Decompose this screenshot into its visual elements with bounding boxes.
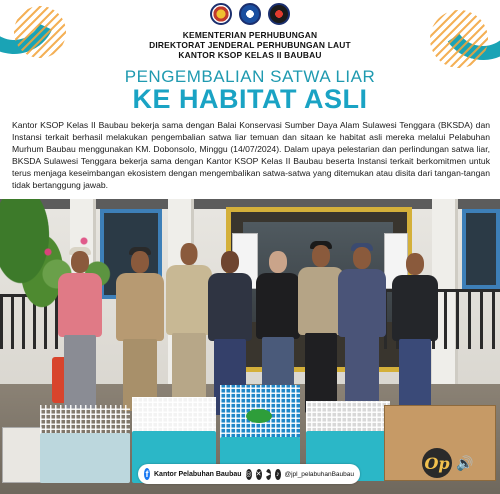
speaker-icon[interactable]: 🔊 (456, 454, 474, 471)
building-window (462, 209, 500, 289)
tiktok-icon[interactable]: ♪ (276, 470, 280, 478)
animal-cage (40, 405, 130, 483)
org-line-ministry: KEMENTERIAN PERHUBUNGAN (182, 30, 318, 40)
person (116, 247, 164, 411)
social-footer (138, 464, 360, 484)
x-icon[interactable]: ✕ (256, 469, 262, 480)
decorative-stripes-right (430, 10, 488, 68)
ministry-emblem-icon (210, 3, 232, 25)
org-line-office: KANTOR KSOP KELAS II BAUBAU (178, 50, 322, 60)
decorative-stripes-left (14, 6, 66, 58)
header-logos (210, 3, 290, 27)
person (338, 243, 386, 413)
instagram-icon[interactable]: ◎ (246, 469, 252, 480)
social-handle: @jpl_pelabuhanBaubau (284, 470, 354, 478)
parrot (246, 409, 272, 423)
sea-transport-emblem-icon (239, 3, 261, 25)
ksop-emblem-icon (268, 3, 290, 25)
article-paragraph: Kantor KSOP Kelas II Baubau bekerja sama dengan Balai Konservasi Sumber Daya Alam Sulawesi Tenggara (BKSDA) dan Instansi terkait berhasil melakukan pengembalian satwa liar temuan dan sitaan ke habitat asli mereka melalui Pelabuhan Murhum Baubau menggunakan KM. Dobonsolo, Minggu (14/07/2024). Dalam upaya pelestarian dan perlindungan satwa liar, BKSDA Sulawesi Tenggara bekerja sama dengan Kantor KSOP Kelas II Baubau beserta Instansi terkait berkomitmen untuk terus menjaga keseimbangan ekosistem dengan mengembalikan satwa-satwa yang ditemukan atau disita dari tangan-tangan tidak bertanggung jawab. (12, 120, 490, 190)
person (392, 251, 438, 411)
white-cage (2, 427, 42, 483)
headline-line2: KE HABITAT ASLI (132, 84, 368, 114)
org-line-directorate: DIREKTORAT JENDERAL PERHUBUNGAN LAUT (149, 40, 351, 50)
youtube-icon[interactable]: ▶ (266, 469, 272, 480)
person (166, 241, 212, 409)
headline-line1: PENGEMBALIAN SATWA LIAR (124, 67, 376, 86)
person (58, 247, 102, 409)
facebook-page-name: Kantor Pelabuhan Baubau (154, 470, 242, 478)
brand-logo: Op (422, 448, 452, 478)
facebook-icon[interactable]: f (145, 469, 149, 479)
video-badge (422, 446, 482, 480)
